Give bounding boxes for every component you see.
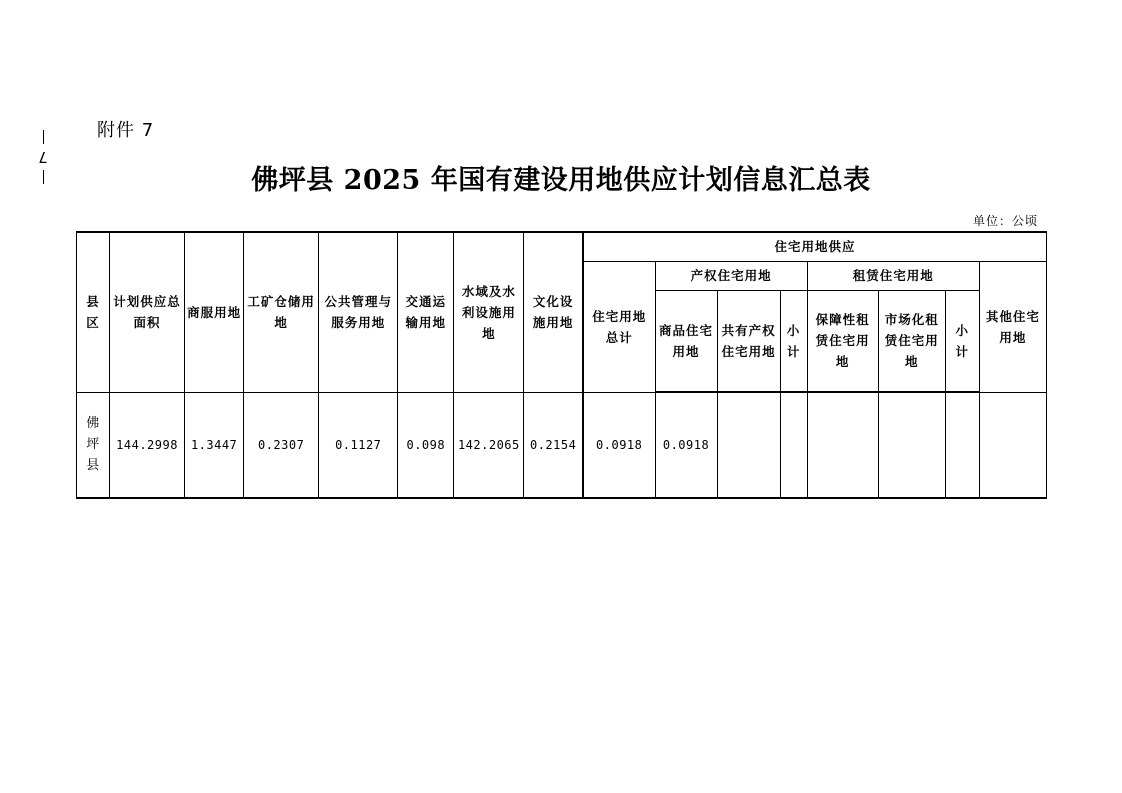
attachment-label: 附件 7	[97, 120, 155, 141]
cell-rental-subtotal	[945, 392, 979, 498]
header-commodity: 商品住宅用地	[655, 290, 717, 392]
header-public: 公共管理与服务用地	[319, 232, 398, 392]
header-transport: 交通运输用地	[398, 232, 454, 392]
cell-public: 0.1127	[319, 392, 398, 498]
header-total: 计划供应总面积	[110, 232, 185, 392]
header-county: 县区	[77, 232, 110, 392]
cell-total: 144.2998	[110, 392, 185, 498]
page-number: 7	[38, 148, 48, 166]
header-property-subtotal: 小计	[780, 290, 807, 392]
header-culture: 文化设施用地	[524, 232, 583, 392]
header-property-group: 产权住宅用地	[655, 261, 807, 290]
cell-shared	[717, 392, 780, 498]
header-residential-group: 住宅用地供应	[583, 232, 1047, 261]
cell-commercial: 1.3447	[185, 392, 244, 498]
header-market-rental: 市场化租赁住宅用地	[878, 290, 945, 392]
cell-other-residential	[979, 392, 1046, 498]
header-shared: 共有产权住宅用地	[717, 290, 780, 392]
cell-property-subtotal	[780, 392, 807, 498]
cell-county: 佛坪县	[77, 392, 110, 498]
unit-label: 单位：公顷	[972, 214, 1038, 228]
cell-market-rental	[878, 392, 945, 498]
divider	[43, 130, 44, 144]
cell-culture: 0.2154	[524, 392, 583, 498]
header-commercial: 商服用地	[185, 232, 244, 392]
header-residential-total: 住宅用地总计	[583, 261, 655, 392]
header-rental-subtotal: 小计	[945, 290, 979, 392]
page-title: 佛坪县 2025 年国有建设用地供应计划信息汇总表	[251, 165, 871, 196]
header-other-residential: 其他住宅用地	[979, 261, 1046, 392]
supply-plan-table	[76, 231, 1047, 499]
cell-industrial: 0.2307	[244, 392, 319, 498]
header-rental-group: 租赁住宅用地	[807, 261, 979, 290]
cell-water: 142.2065	[454, 392, 524, 498]
cell-residential-total: 0.0918	[583, 392, 655, 498]
table-row	[77, 392, 1047, 498]
header-water: 水域及水利设施用地	[454, 232, 524, 392]
cell-affordable-rental	[807, 392, 878, 498]
header-industrial: 工矿仓储用地	[244, 232, 319, 392]
cell-commodity: 0.0918	[655, 392, 717, 498]
header-affordable-rental: 保障性租赁住宅用地	[807, 290, 878, 392]
cell-transport: 0.098	[398, 392, 454, 498]
